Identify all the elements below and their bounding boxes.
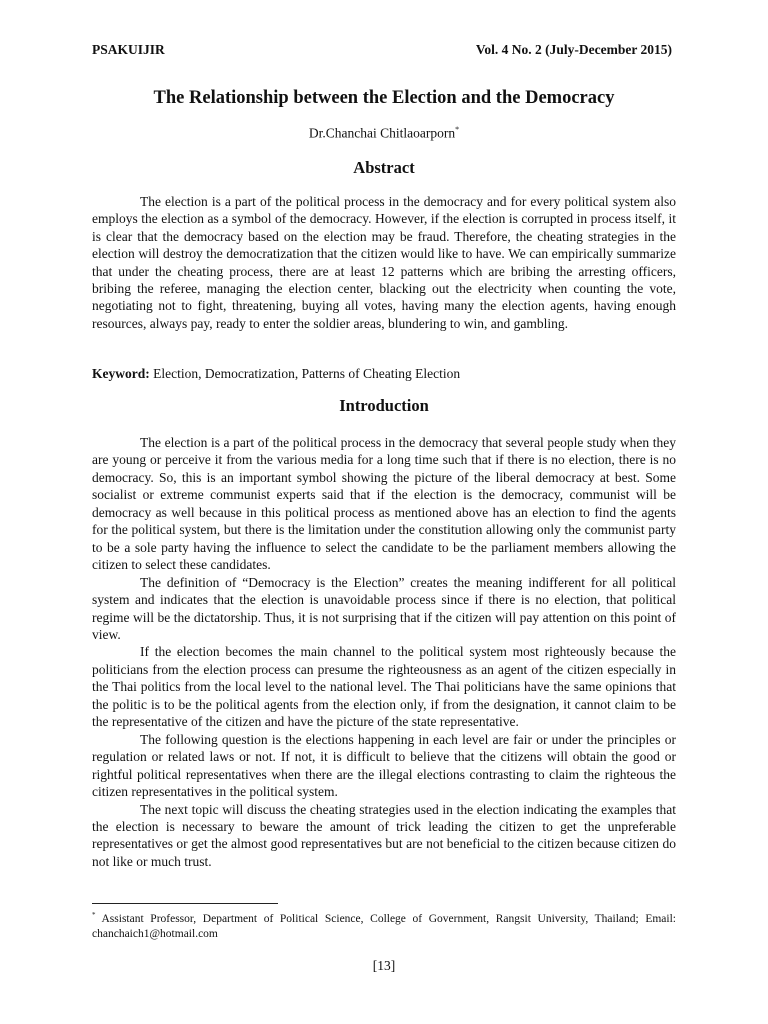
author-line	[0, 125, 768, 142]
introduction-body	[92, 434, 676, 870]
author-footnote-mark: *	[455, 125, 460, 134]
footnote-mark: *	[92, 911, 96, 919]
paragraph: The next topic will discuss the cheating strategies used in the election indicating the examples that the election is necessary to beware the amount of trick leading the citizen to get the unpreferable representatives or get the almost good representatives but are not beneficial to the citizen because citizen do not like or much trust.	[92, 801, 676, 869]
footnote	[92, 908, 676, 942]
keywords-line	[92, 366, 676, 382]
author-name: Dr.Chanchai Chitlaoarporn	[308, 125, 456, 141]
paragraph: If the election becomes the main channel to the political system most righteously because the politicians from the election process can presume the righteousness as an agent of the citizen especially in the Thai politics from the local level to the national level. The Thai politicians have the same opinions that the politic is to be the political agents from the election only, if from the designation, it cannot claim to be the representative of the citizen and have the picture of the state representative.	[92, 644, 676, 730]
introduction-heading: Introduction	[339, 396, 429, 415]
footnote-divider	[92, 903, 278, 904]
keywords-text: Election, Democratization, Patterns of Cheating Election	[153, 366, 461, 381]
paper-title: The Relationship between the Election and the Democracy	[153, 88, 615, 108]
abstract-text: The election is a part of the political process in the democracy and for every political system also employs the election as a symbol of the democracy. However, if the election is corrupted in process itself, it is clear that the democracy based on the election may be fraud. Therefore, the cheating strategies in the election will destroy the democratization that the citizen would like to have. We can empirically summarize that under the cheating process, there are at least 12 patterns which are bribing the arresting officers, bribing the referee, managing the election center, blacking out the electricity when counting the vote, negotiating not to fight, threatening, buying all votes, having many the election agents, having enough resources, always pay, ready to enter the soldier areas, blundering to win, and gambling.	[92, 194, 676, 331]
abstract-heading: Abstract	[353, 158, 415, 177]
paragraph: The definition of “Democracy is the Election” creates the meaning indifferent for all political system and indicates that the election is unavoidable process since if there is no election, that political regime will be the dictatorship. Thus, it is not surprising that if the citizen will pay attention on this point of view.	[92, 574, 676, 642]
paragraph: The election is a part of the political process in the democracy that several people study when they are young or perceive it from the various media for a long time such that if there is no election, there is no democracy. So, this is an important symbol showing the picture of the liberal democracy at best. Some socialist or extreme communist experts said that if the election is the democracy, communist will be democracy as well because in this political process as mentioned above has an election to find the agents for the political system, but there is the limitation under the constitution allowing only the communist party to be a sole party having the influence to select the candidate to be the parliament members allowing the citizen to select these candidates.	[92, 435, 676, 573]
footnote-text: Assistant Professor, Department of Political Science, College of Government, Rangsit University, Thailand; Email: chanchaich1@hotmail.com	[92, 912, 676, 940]
journal-volume: Vol. 4 No. 2 (July-December 2015)	[475, 42, 672, 57]
page-number: [13]	[372, 958, 396, 973]
paragraph: The following question is the elections happening in each level are fair or under the principles or regulation or related laws or not. If not, it is difficult to believe that the citizens will obtain the good or rightful political representatives when there are the illegal elections contrasting to claim the righteous the citizen representatives in the political system.	[92, 731, 676, 800]
keywords-label: Keyword:	[92, 366, 150, 381]
journal-name: PSAKUIJIR	[92, 42, 165, 57]
